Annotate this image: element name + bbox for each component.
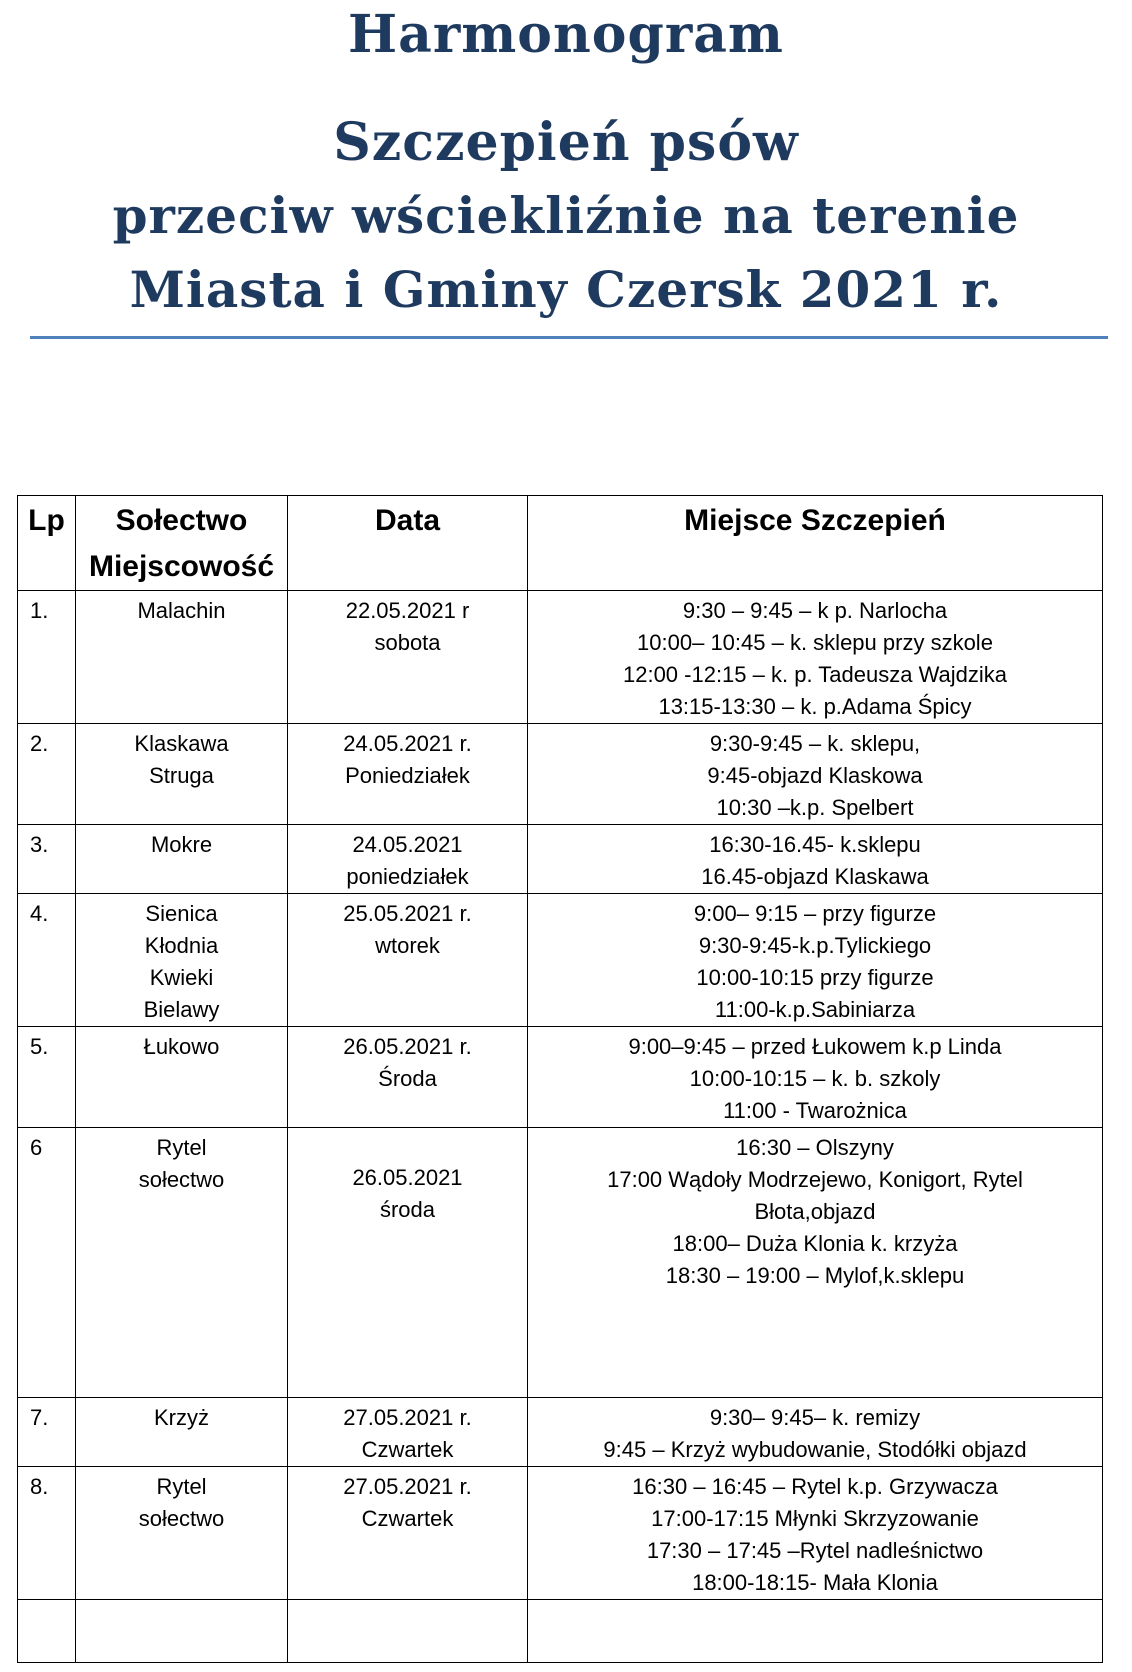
- row-data-line: Czwartek: [361, 1506, 454, 1531]
- row-miejsce-line: 11:00 - Twarożnica: [723, 1098, 907, 1123]
- row-data: [288, 1398, 528, 1467]
- row-solectwo-content: [76, 595, 287, 627]
- row-miejsce-line: 9:30-9:45-k.p.Tylickiego: [698, 933, 932, 958]
- row-miejsce-line: 12:00 -12:15 – k. p. Tadeusza Wajdzika: [622, 662, 1007, 687]
- row-solectwo-line: Rytel: [156, 1474, 207, 1499]
- vaccination-schedule-table: [17, 495, 1103, 1663]
- title-area-year: Miasta i Gminy Czersk 2021 r.: [129, 260, 1003, 319]
- header-data: Data: [288, 496, 528, 591]
- table-row-empty: [18, 1600, 1103, 1663]
- row-solectwo-content: [76, 1031, 287, 1063]
- row-data-line: Środa: [378, 1066, 437, 1091]
- empty-cell: [288, 1600, 528, 1663]
- table-row: [18, 1467, 1103, 1600]
- row-miejsce-line: 9:45 – Krzyż wybudowanie, Stodółki objazd: [603, 1437, 1027, 1462]
- row-miejsce-line: 10:00– 10:45 – k. sklepu przy szkole: [637, 630, 993, 655]
- row-lp: 8.: [18, 1467, 76, 1600]
- row-miejsce-line: 9:00– 9:15 – przy figurze: [693, 901, 937, 926]
- table-row: [18, 1027, 1103, 1128]
- row-lp: 1.: [18, 591, 76, 724]
- row-solectwo-line: Krzyż: [154, 1405, 209, 1430]
- row-miejsce: [528, 1398, 1103, 1467]
- row-data-line: 22.05.2021 r: [345, 598, 470, 623]
- row-miejsce: [528, 1128, 1103, 1398]
- row-solectwo-line: Mokre: [150, 832, 213, 857]
- row-data-content: [288, 898, 527, 962]
- row-data: [288, 1128, 528, 1398]
- row-miejsce: [528, 1027, 1103, 1128]
- row-miejsce-line: 13:15-13:30 – k. p.Adama Śpicy: [658, 694, 972, 719]
- header-solectwo: [76, 496, 288, 591]
- row-solectwo-line: sołectwo: [138, 1506, 225, 1531]
- table-row: [18, 1128, 1103, 1398]
- row-solectwo-content: [76, 728, 287, 792]
- row-lp: 3.: [18, 825, 76, 894]
- row-data-line: Czwartek: [361, 1437, 454, 1462]
- row-miejsce-line: 17:30 – 17:45 –Rytel nadleśnictwo: [646, 1538, 984, 1563]
- row-miejsce-line: Błota,objazd: [754, 1199, 876, 1224]
- row-miejsce-line: 10:30 –k.p. Spelbert: [716, 795, 914, 820]
- row-miejsce-line: 10:00-10:15 – k. b. szkoly: [689, 1066, 941, 1091]
- row-solectwo: [76, 894, 288, 1027]
- row-data: [288, 591, 528, 724]
- title-purpose: przeciw wściekliźnie na terenie: [112, 186, 1020, 245]
- row-lp: 5.: [18, 1027, 76, 1128]
- row-data-content: [288, 1132, 527, 1226]
- row-lp: 6: [18, 1128, 76, 1398]
- row-miejsce-line: 17:00 Wądoły Modrzejewo, Konigort, Rytel: [607, 1167, 1023, 1192]
- row-miejsce-line: 18:30 – 19:00 – Mylof,k.sklepu: [665, 1263, 965, 1288]
- row-solectwo-line: Bielawy: [143, 997, 220, 1022]
- row-data-line: 27.05.2021 r.: [343, 1474, 472, 1499]
- row-data-line: 25.05.2021 r.: [343, 901, 472, 926]
- row-miejsce-content: [528, 829, 1102, 893]
- row-miejsce-line: 9:45-objazd Klaskowa: [707, 763, 923, 788]
- row-data-line: 26.05.2021 r.: [343, 1034, 472, 1059]
- row-solectwo-line: Malachin: [137, 598, 226, 623]
- row-lp: 2.: [18, 724, 76, 825]
- table-row: [18, 724, 1103, 825]
- row-miejsce-line: 10:00-10:15 przy figurze: [696, 965, 934, 990]
- table-row: [18, 591, 1103, 724]
- row-miejsce-content: [528, 728, 1102, 824]
- table-header-row: [18, 496, 1103, 591]
- row-solectwo-line: Kwieki: [149, 965, 214, 990]
- row-data-line: poniedziałek: [346, 864, 469, 889]
- row-data-content: [288, 1031, 527, 1095]
- row-data: [288, 894, 528, 1027]
- row-data-line: sobota: [374, 630, 441, 655]
- row-miejsce: [528, 724, 1103, 825]
- row-data-content: [288, 1471, 527, 1535]
- row-data-line: środa: [379, 1197, 436, 1222]
- row-solectwo: [76, 1128, 288, 1398]
- row-miejsce-line: 16:30 – Olszyny: [736, 1135, 894, 1160]
- row-data-line: 24.05.2021 r.: [343, 731, 472, 756]
- title-divider: [30, 336, 1108, 339]
- row-solectwo: [76, 1467, 288, 1600]
- row-miejsce-content: [528, 1132, 1102, 1292]
- empty-cell: [76, 1600, 288, 1663]
- row-solectwo-line: Struga: [149, 763, 214, 788]
- row-miejsce-line: 9:30-9:45 – k. sklepu,: [709, 731, 921, 756]
- row-data-content: [288, 1402, 527, 1466]
- row-solectwo-line: Rytel: [156, 1135, 207, 1160]
- row-solectwo: [76, 591, 288, 724]
- row-solectwo-line: Kłodnia: [144, 933, 219, 958]
- row-miejsce-line: 16:30-16.45- k.sklepu: [709, 832, 921, 857]
- header-miejsce: Miejsce Szczepień: [528, 496, 1103, 591]
- row-data-content: [288, 728, 527, 792]
- row-miejsce-line: 9:00–9:45 – przed Łukowem k.p Linda: [628, 1034, 1002, 1059]
- row-solectwo-content: [76, 898, 287, 1026]
- row-solectwo-line: Sienica: [145, 901, 218, 926]
- row-data-content: [288, 829, 527, 893]
- row-miejsce: [528, 894, 1103, 1027]
- row-miejsce-content: [528, 898, 1102, 1026]
- header-lp: Lp: [18, 496, 76, 591]
- row-miejsce-content: [528, 1402, 1102, 1466]
- row-miejsce-line: 16:30 – 16:45 – Rytel k.p. Grzywacza: [632, 1474, 998, 1499]
- row-miejsce-line: 18:00– Duża Klonia k. krzyża: [672, 1231, 958, 1256]
- row-solectwo-line: Klaskawa: [134, 731, 229, 756]
- row-data-line: 26.05.2021: [352, 1165, 463, 1190]
- row-miejsce: [528, 825, 1103, 894]
- row-lp: 4.: [18, 894, 76, 1027]
- row-solectwo-content: [76, 1402, 287, 1434]
- header-solectwo-line1: Sołectwo: [115, 504, 248, 537]
- title-harmonogram: Harmonogram: [348, 4, 784, 65]
- table-row: [18, 1398, 1103, 1467]
- row-solectwo-line: Łukowo: [143, 1034, 220, 1059]
- row-data-line: 27.05.2021 r.: [343, 1405, 472, 1430]
- empty-cell: [528, 1600, 1103, 1663]
- row-miejsce-line: 9:30 – 9:45 – k p. Narlocha: [682, 598, 948, 623]
- row-solectwo-content: [76, 829, 287, 861]
- row-data-content: [288, 595, 527, 659]
- row-solectwo: [76, 825, 288, 894]
- row-miejsce-content: [528, 1031, 1102, 1127]
- row-miejsce-content: [528, 595, 1102, 723]
- row-lp: 7.: [18, 1398, 76, 1467]
- row-data: [288, 825, 528, 894]
- row-solectwo: [76, 1398, 288, 1467]
- row-data-line: wtorek: [375, 933, 440, 958]
- row-data: [288, 724, 528, 825]
- table-row: [18, 825, 1103, 894]
- row-miejsce: [528, 591, 1103, 724]
- row-miejsce-line: 11:00-k.p.Sabiniarza: [714, 997, 916, 1022]
- row-solectwo: [76, 1027, 288, 1128]
- row-miejsce-line: 17:00-17:15 Młynki Skrzyzowanie: [651, 1506, 979, 1531]
- row-data: [288, 1467, 528, 1600]
- row-data-line: Poniedziałek: [345, 763, 470, 788]
- header-solectwo-line2: Miejscowość: [88, 550, 275, 583]
- row-miejsce: [528, 1467, 1103, 1600]
- row-data: [288, 1027, 528, 1128]
- row-data-line: 24.05.2021: [352, 832, 463, 857]
- row-solectwo-line: sołectwo: [138, 1167, 225, 1192]
- row-solectwo-content: [76, 1132, 287, 1196]
- empty-cell: [18, 1600, 76, 1663]
- title-subject: Szczepień psów: [333, 112, 799, 173]
- row-miejsce-line: 16.45-objazd Klaskawa: [701, 864, 929, 889]
- row-miejsce-line: 9:30– 9:45– k. remizy: [709, 1405, 921, 1430]
- row-miejsce-line: 18:00-18:15- Mała Klonia: [692, 1570, 938, 1595]
- row-solectwo-content: [76, 1471, 287, 1535]
- row-solectwo: [76, 724, 288, 825]
- table-row: [18, 894, 1103, 1027]
- row-miejsce-content: [528, 1471, 1102, 1599]
